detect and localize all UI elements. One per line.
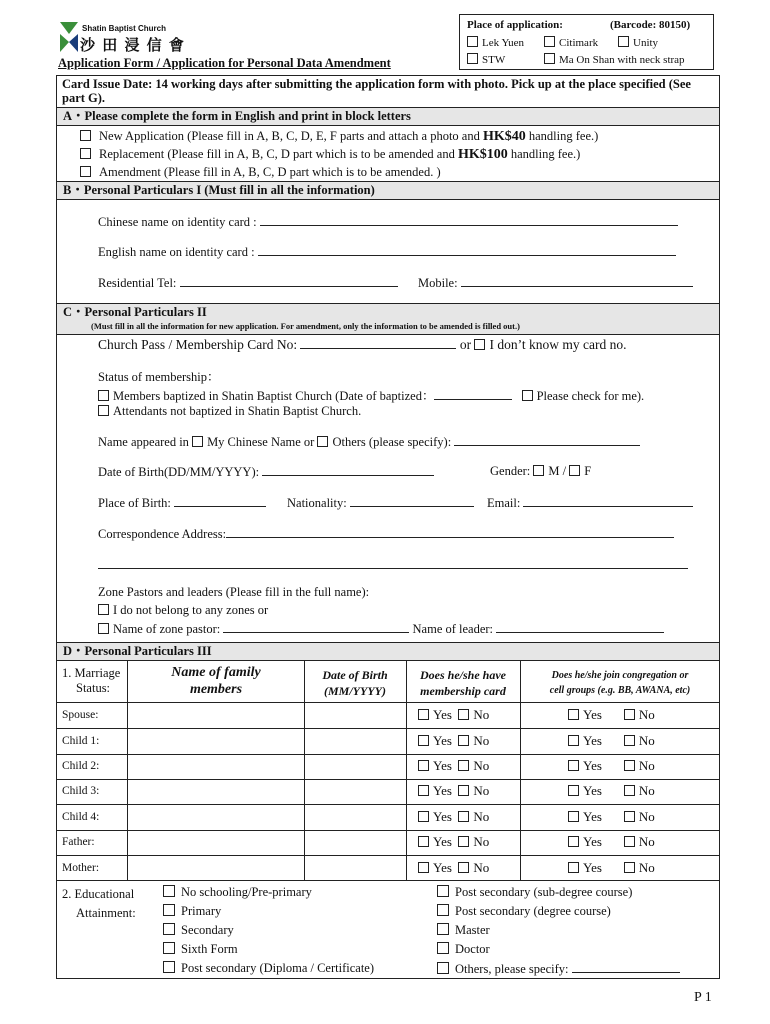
col-header-dob: Date of Birth (MM/YYYY): [322, 668, 388, 698]
address-line-2[interactable]: [98, 557, 688, 569]
edu-others[interactable]: Others, please specify:: [437, 961, 680, 977]
checkbox[interactable]: [474, 339, 485, 350]
row-label-child-3: Child 3:: [62, 785, 100, 797]
card-yes-no-spouse[interactable]: Yes No: [418, 707, 489, 723]
dob-field[interactable]: Date of Birth(DD/MM/YYYY):: [98, 464, 434, 480]
col-header-join: Does he/she join congregation or cell groups (e.g. BB, AWANA, etc): [549, 670, 691, 696]
zone-pastor-field[interactable]: Name of zone pastor: Name of leader:: [98, 621, 664, 637]
edu-master[interactable]: Master: [437, 923, 490, 938]
church-name-en: Shatin Baptist Church: [82, 24, 167, 33]
checkbox[interactable]: [418, 862, 429, 873]
checkbox[interactable]: [467, 36, 478, 47]
section-d-header: D・Personal Particulars III: [57, 643, 719, 660]
checkbox[interactable]: [624, 785, 635, 796]
checkbox[interactable]: [418, 785, 429, 796]
attendants-option[interactable]: Attendants not baptized in Shatin Baptist Church.: [98, 404, 361, 419]
card-yes-no-child-1[interactable]: Yes No: [418, 733, 489, 749]
checkbox[interactable]: [418, 709, 429, 720]
checkbox[interactable]: [80, 148, 91, 159]
place-of-application-box: [459, 14, 714, 70]
checkbox[interactable]: [568, 760, 579, 771]
edu-sixth-form[interactable]: Sixth Form: [163, 942, 238, 957]
place-option-lek-yuen[interactable]: Lek Yuen: [467, 36, 524, 49]
checkbox[interactable]: [618, 36, 629, 47]
checkbox[interactable]: [568, 862, 579, 873]
card-yes-no-father[interactable]: Yes No: [418, 834, 489, 850]
checkbox[interactable]: [80, 130, 91, 141]
checkbox[interactable]: [418, 760, 429, 771]
checkbox[interactable]: [98, 405, 109, 416]
checkbox[interactable]: [458, 836, 469, 847]
replacement-option[interactable]: Replacement (Please fill in A, B, C, D part which is to be amended and HK$100 handling fee.): [80, 147, 580, 163]
edu-no-schooling[interactable]: No schooling/Pre-primary: [163, 885, 312, 900]
checkbox[interactable]: [624, 760, 635, 771]
church-logo-icon: [58, 20, 80, 54]
education-label: 2. Educational Attainment:: [62, 887, 136, 920]
place-of-birth-field[interactable]: Place of Birth:: [98, 495, 266, 511]
checkbox[interactable]: [568, 836, 579, 847]
name-appeared-field[interactable]: Name appeared in My Chinese Name or Others (please specify):: [98, 434, 640, 450]
residential-tel-field[interactable]: Residential Tel:: [98, 275, 398, 291]
email-field[interactable]: Email:: [487, 495, 693, 511]
checkbox[interactable]: [192, 436, 203, 447]
church-logo: [58, 18, 248, 58]
membership-status-label: Status of membership：: [98, 370, 220, 384]
row-label-child-1: Child 1:: [62, 735, 100, 747]
page-number: P 1: [694, 990, 712, 1005]
please-check-checkbox[interactable]: [522, 390, 533, 401]
gender-field[interactable]: Gender: M / F: [490, 464, 592, 478]
checkbox[interactable]: [163, 923, 175, 935]
checkbox[interactable]: [437, 885, 449, 897]
checkbox[interactable]: [437, 904, 449, 916]
col-header-card: Does he/she have membership card: [420, 668, 506, 698]
place-option-ma-on-shan[interactable]: Ma On Shan with neck strap: [544, 53, 685, 66]
join-yes-no-child-1[interactable]: Yes No: [568, 733, 655, 749]
form-title: Application Form / Application for Personal Data Amendment: [58, 56, 391, 70]
place-option-unity[interactable]: Unity: [618, 36, 658, 49]
checkbox[interactable]: [467, 53, 478, 64]
checkbox[interactable]: [624, 836, 635, 847]
card-yes-no-mother[interactable]: Yes No: [418, 860, 489, 876]
marriage-status-label: 1. Marriage Status:: [62, 666, 121, 695]
church-pass-field[interactable]: Church Pass / Membership Card No: or I don’t know my card no.: [98, 337, 627, 352]
section-b-header: B・Personal Particulars I (Must fill in all the information): [57, 182, 719, 199]
checkbox[interactable]: [533, 465, 544, 476]
chinese-name-field[interactable]: Chinese name on identity card :: [98, 214, 678, 230]
place-option-citimark[interactable]: Citimark: [544, 36, 598, 49]
checkbox[interactable]: [98, 623, 109, 634]
checkbox[interactable]: [458, 811, 469, 822]
nationality-field[interactable]: Nationality:: [287, 495, 474, 511]
zone-intro: Zone Pastors and leaders (Please fill in the full name):: [98, 585, 370, 599]
row-label-mother: Mother:: [62, 862, 100, 874]
checkbox[interactable]: [163, 942, 175, 954]
checkbox[interactable]: [437, 923, 449, 935]
card-yes-no-child-2[interactable]: Yes No: [418, 758, 489, 774]
checkbox[interactable]: [544, 36, 555, 47]
checkbox[interactable]: [317, 436, 328, 447]
checkbox[interactable]: [98, 390, 109, 401]
edu-secondary[interactable]: Secondary: [163, 923, 234, 938]
checkbox[interactable]: [569, 465, 580, 476]
checkbox[interactable]: [437, 962, 449, 974]
mobile-field[interactable]: Mobile:: [418, 275, 693, 291]
checkbox[interactable]: [568, 785, 579, 796]
checkbox[interactable]: [163, 885, 175, 897]
join-yes-no-child-3[interactable]: Yes No: [568, 783, 655, 799]
edu-post-secondary-diploma[interactable]: Post secondary (Diploma / Certificate): [163, 961, 374, 976]
baptized-option[interactable]: Members baptized in Shatin Baptist Church (Date of baptized： Please check for me).: [98, 386, 644, 404]
row-label-father: Father:: [62, 836, 95, 848]
new-application-option[interactable]: New Application (Please fill in A, B, C, D, E, F parts and attach a photo and HK$40 handling fee.): [80, 129, 598, 145]
church-name-zh: 沙 田 浸 信 會: [80, 36, 185, 54]
checkbox[interactable]: [624, 811, 635, 822]
row-label-child-2: Child 2:: [62, 760, 100, 772]
checkbox[interactable]: [458, 760, 469, 771]
checkbox[interactable]: [544, 53, 555, 64]
edu-degree[interactable]: Post secondary (degree course): [437, 904, 611, 919]
col-header-name: Name of family members: [171, 665, 261, 697]
checkbox[interactable]: [624, 862, 635, 873]
checkbox[interactable]: [624, 735, 635, 746]
barcode-label: (Barcode: 80150): [610, 19, 691, 31]
checkbox[interactable]: [98, 604, 109, 615]
row-label-child-4: Child 4:: [62, 811, 100, 823]
section-c-header: C・Personal Particulars II (Must fill in all the information for new application. For amendment, only the information to be amended is filled out.): [57, 304, 719, 334]
edu-doctor[interactable]: Doctor: [437, 942, 490, 957]
checkbox[interactable]: [163, 961, 175, 973]
checkbox[interactable]: [458, 735, 469, 746]
address-field[interactable]: Correspondence Address:: [98, 526, 674, 542]
place-option-stw[interactable]: STW: [467, 53, 505, 66]
checkbox[interactable]: [568, 709, 579, 720]
join-yes-no-spouse[interactable]: Yes No: [568, 707, 655, 723]
checkbox[interactable]: [624, 709, 635, 720]
checkbox[interactable]: [418, 735, 429, 746]
amendment-option[interactable]: Amendment (Please fill in A, B, C, D part which is to be amended. ): [80, 165, 441, 180]
checkbox[interactable]: [163, 904, 175, 916]
row-label-spouse: Spouse:: [62, 709, 99, 721]
checkbox[interactable]: [418, 811, 429, 822]
join-yes-no-child-2[interactable]: Yes No: [568, 758, 655, 774]
card-issue-notice: Card Issue Date: 14 working days after submitting the application form with photo. Pick up at the place specified (See part G).: [62, 77, 691, 105]
checkbox[interactable]: [458, 785, 469, 796]
card-yes-no-child-4[interactable]: Yes No: [418, 809, 489, 825]
checkbox[interactable]: [458, 862, 469, 873]
card-yes-no-child-3[interactable]: Yes No: [418, 783, 489, 799]
edu-primary[interactable]: Primary: [163, 904, 221, 919]
place-title: Place of application:: [467, 19, 563, 31]
join-yes-no-child-4[interactable]: Yes No: [568, 809, 655, 825]
checkbox[interactable]: [568, 811, 579, 822]
checkbox[interactable]: [437, 942, 449, 954]
checkbox[interactable]: [568, 735, 579, 746]
english-name-field[interactable]: English name on identity card :: [98, 244, 676, 260]
checkbox[interactable]: [418, 836, 429, 847]
no-zone-option[interactable]: I do not belong to any zones or: [98, 603, 268, 618]
join-yes-no-mother[interactable]: Yes No: [568, 860, 655, 876]
checkbox[interactable]: [458, 709, 469, 720]
section-a-header: A・Please complete the form in English and print in block letters: [57, 108, 719, 125]
edu-sub-degree[interactable]: Post secondary (sub-degree course): [437, 885, 632, 900]
checkbox[interactable]: [80, 166, 91, 177]
join-yes-no-father[interactable]: Yes No: [568, 834, 655, 850]
